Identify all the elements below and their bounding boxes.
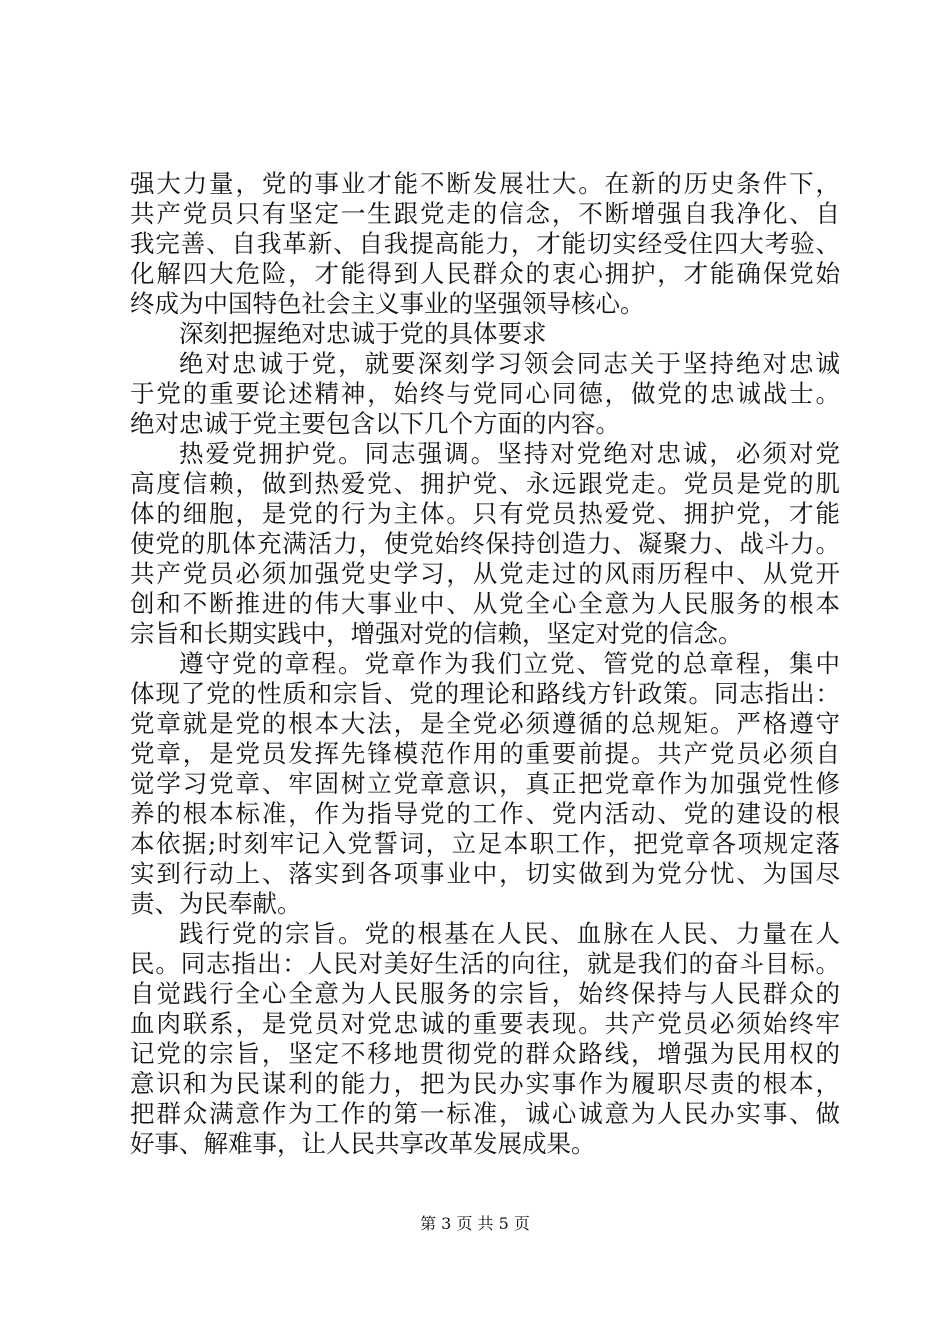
page-number-footer: 第 3 页 共 5 页 bbox=[420, 1214, 530, 1233]
text-line: 创和不断推进的伟大事业中、从党全心全意为人民服务的根本 bbox=[130, 589, 840, 618]
text-line: 热爱党拥护党。同志强调。坚持对党绝对忠诚，必须对党 bbox=[179, 439, 840, 468]
text-line: 宗旨和长期实践中，增强对党的信赖，坚定对党的信念。 bbox=[130, 619, 743, 648]
text-line: 共产党员必须加强党史学习，从党走过的风雨历程中、从党开 bbox=[130, 559, 840, 588]
text-line: 记党的宗旨，坚定不移地贯彻党的群众路线，增强为民用权的 bbox=[130, 1039, 840, 1068]
text-line: 体的细胞，是党的行为主体。只有党员热爱党、拥护党，才能 bbox=[130, 499, 840, 528]
text-line: 绝对忠诚于党主要包含以下几个方面的内容。 bbox=[130, 409, 620, 438]
text-line: 体现了党的性质和宗旨、党的理论和路线方针政策。同志指出： bbox=[130, 679, 840, 708]
text-line: 实到行动上、落实到各项事业中，切实做到为党分忧、为国尽 bbox=[130, 859, 840, 888]
text-line: 化解四大危险，才能得到人民群众的衷心拥护，才能确保党始 bbox=[130, 259, 840, 288]
text-line: 使党的肌体充满活力，使党始终保持创造力、凝聚力、战斗力。 bbox=[130, 529, 840, 558]
text-line: 好事、解难事，让人民共享改革发展成果。 bbox=[130, 1129, 596, 1158]
text-line: 遵守党的章程。党章作为我们立党、管党的总章程，集中 bbox=[179, 649, 840, 678]
text-line: 自觉践行全心全意为人民服务的宗旨，始终保持与人民群众的 bbox=[130, 979, 840, 1008]
document-body bbox=[130, 169, 840, 1159]
text-line: 党章就是党的根本大法，是全党必须遵循的总规矩。严格遵守 bbox=[130, 709, 840, 738]
text-line: 觉学习党章、牢固树立党章意识，真正把党章作为加强党性修 bbox=[130, 769, 840, 798]
text-line: 血肉联系，是党员对党忠诚的重要表现。共产党员必须始终牢 bbox=[130, 1009, 840, 1038]
text-line: 终成为中国特色社会主义事业的坚强领导核心。 bbox=[130, 289, 645, 318]
text-line: 把群众满意作为工作的第一标准，诚心诚意为人民办实事、做 bbox=[130, 1099, 840, 1128]
text-line: 于党的重要论述精神，始终与党同心同德，做党的忠诚战士。 bbox=[130, 379, 840, 408]
text-line: 践行党的宗旨。党的根基在人民、血脉在人民、力量在人 bbox=[179, 919, 840, 948]
text-line: 强大力量，党的事业才能不断发展壮大。在新的历史条件下， bbox=[130, 169, 840, 198]
text-line: 意识和为民谋利的能力，把为民办实事作为履职尽责的根本， bbox=[130, 1069, 840, 1098]
text-line: 高度信赖，做到热爱党、拥护党、永远跟党走。党员是党的肌 bbox=[130, 469, 840, 498]
text-line: 党章，是党员发挥先锋模范作用的重要前提。共产党员必须自 bbox=[130, 739, 840, 768]
text-line: 共产党员只有坚定一生跟党走的信念，不断增强自我净化、自 bbox=[130, 199, 840, 228]
section-heading: 深刻把握绝对忠诚于党的具体要求 bbox=[179, 319, 547, 348]
text-line: 本依据;时刻牢记入党誓词，立足本职工作，把党章各项规定落 bbox=[130, 829, 840, 858]
text-line: 养的根本标准，作为指导党的工作、党内活动、党的建设的根 bbox=[130, 799, 840, 828]
text-line: 我完善、自我革新、自我提高能力，才能切实经受住四大考验、 bbox=[130, 229, 840, 258]
text-line: 民。同志指出：人民对美好生活的向往，就是我们的奋斗目标。 bbox=[130, 949, 840, 978]
text-line: 责、为民奉献。 bbox=[130, 889, 302, 918]
text-line: 绝对忠诚于党，就要深刻学习领会同志关于坚持绝对忠诚 bbox=[179, 349, 840, 378]
